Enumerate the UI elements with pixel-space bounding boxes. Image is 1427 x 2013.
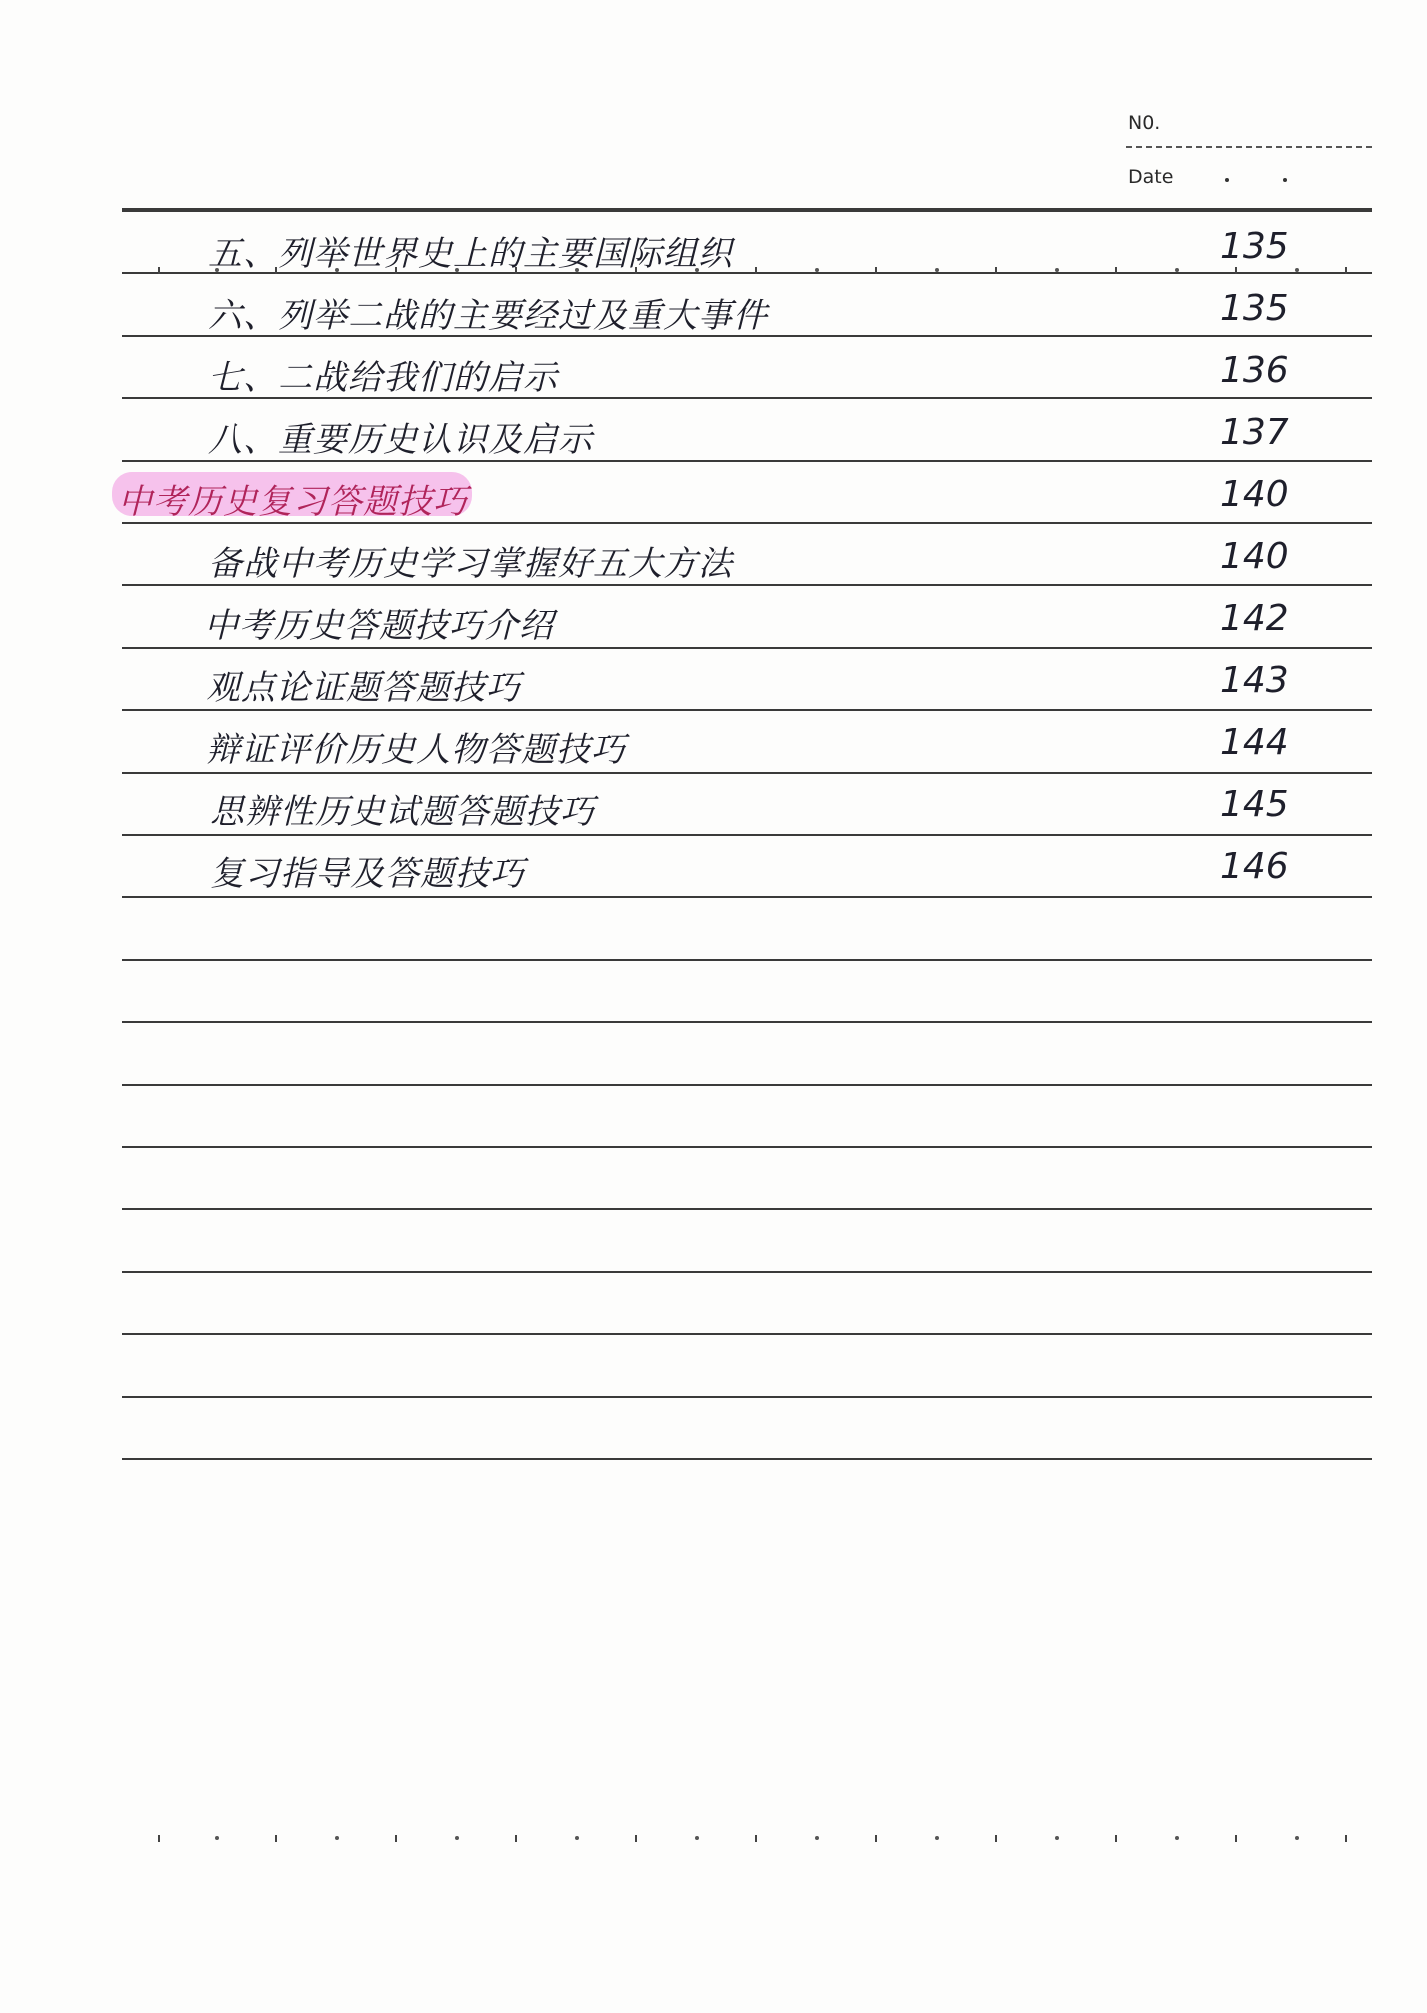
toc-entry [0,218,1427,276]
toc-entry-title: 复习指导及答题技巧 [210,854,525,894]
bottom-tick [275,1835,277,1842]
toc-entry [0,652,1427,710]
ruled-line [122,1146,1372,1148]
toc-entry [0,838,1427,896]
bottom-dot [1175,1836,1179,1840]
bottom-dot [455,1836,459,1840]
bottom-dot [695,1836,699,1840]
ruled-line [122,1333,1372,1335]
toc-section-title: 中考历史复习答题技巧 [118,482,468,522]
toc-entry-page: 145 [1220,784,1289,825]
bottom-dot [575,1836,579,1840]
bottom-tick [1345,1835,1347,1842]
toc-entry-page: 135 [1220,226,1289,267]
ruled-line [122,1084,1372,1086]
bottom-dot [1055,1836,1059,1840]
toc-entry [0,528,1427,586]
bottom-tick [755,1835,757,1842]
toc-entry [0,776,1427,834]
bottom-dot [815,1836,819,1840]
bottom-dot [335,1836,339,1840]
toc-entry-page: 142 [1220,598,1289,639]
toc-entry-page: 140 [1220,474,1289,515]
toc-entry [0,280,1427,338]
toc-entry-page: 140 [1220,536,1289,577]
no-label: N0. [1128,112,1161,134]
toc-entry-title: 中考历史答题技巧介绍 [204,606,554,646]
toc-entry-title: 八、重要历史认识及启示 [208,420,593,460]
no-dashed-line [1126,146,1372,148]
date-dot [1225,178,1229,182]
ruled-line [122,1458,1372,1460]
bottom-tick [995,1835,997,1842]
toc-entry-title: 六、列举二战的主要经过及重大事件 [208,296,768,336]
ruled-line [122,1021,1372,1023]
ruled-line [122,1271,1372,1273]
toc-entry [0,342,1427,400]
toc-entry-title: 五、列举世界史上的主要国际组织 [208,234,733,274]
toc-entry-page: 137 [1220,412,1289,453]
ruled-line [122,959,1372,961]
bottom-dot [935,1836,939,1840]
toc-entry-title: 观点论证题答题技巧 [206,668,521,708]
bottom-tick [1235,1835,1237,1842]
ruled-line [122,1208,1372,1210]
ruled-line [122,1396,1372,1398]
toc-entry [0,590,1427,648]
ruled-line [122,210,1372,212]
toc-entry-page: 136 [1220,350,1289,391]
toc-entry [0,714,1427,772]
ruled-line [122,772,1372,774]
bottom-tick [875,1835,877,1842]
toc-section-entry [0,466,1427,524]
toc-entry-title: 思辨性历史试题答题技巧 [210,792,595,832]
toc-entry-page: 146 [1220,846,1289,887]
bottom-dot [215,1836,219,1840]
bottom-tick [395,1835,397,1842]
ruled-line [122,834,1372,836]
toc-entry-page: 143 [1220,660,1289,701]
toc-entry-title: 备战中考历史学习掌握好五大方法 [208,544,733,584]
toc-entry-title: 辩证评价历史人物答题技巧 [206,730,626,770]
bottom-tick [515,1835,517,1842]
bottom-dot [1295,1836,1299,1840]
bottom-tick [635,1835,637,1842]
header-rule [122,208,1372,210]
date-label: Date [1128,166,1174,188]
toc-entry-page: 144 [1220,722,1289,763]
bottom-tick [158,1835,160,1842]
toc-entry-title: 七、二战给我们的启示 [208,358,558,398]
toc-entry [0,404,1427,462]
date-dot [1283,178,1287,182]
toc-entry-page: 135 [1220,288,1289,329]
bottom-tick [1115,1835,1117,1842]
ruled-line [122,896,1372,898]
